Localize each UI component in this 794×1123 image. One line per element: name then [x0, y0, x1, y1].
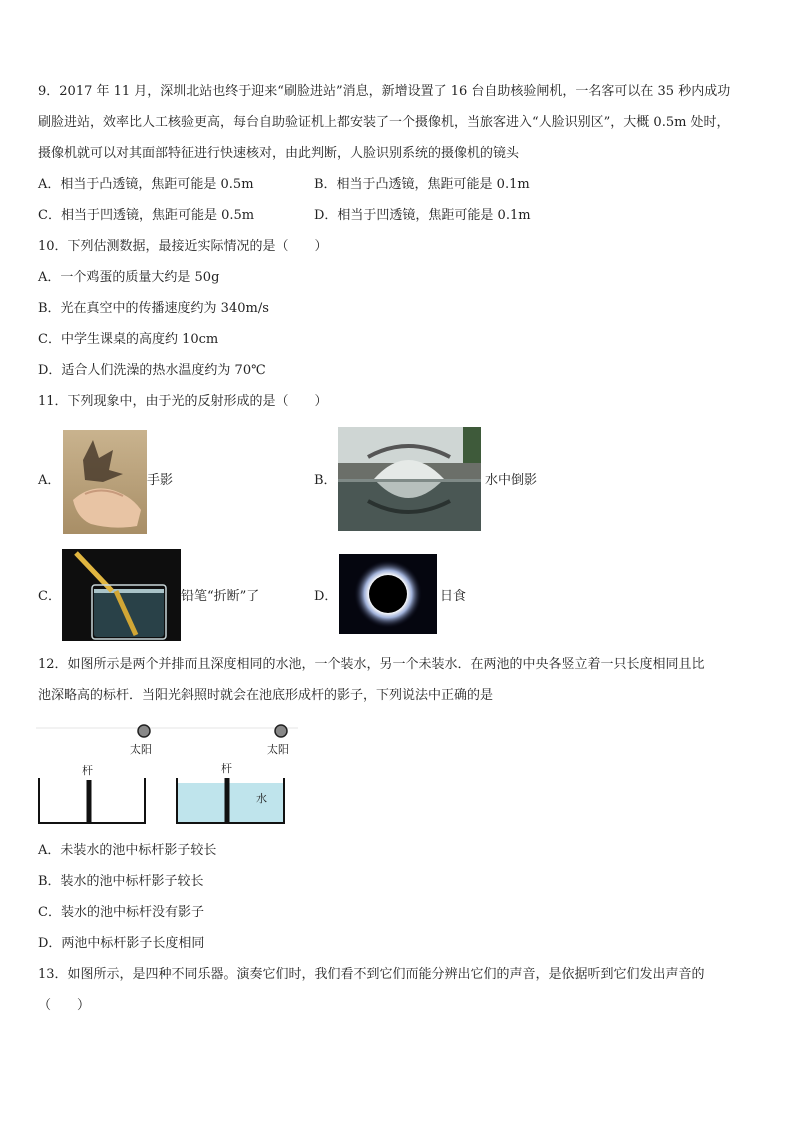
q11-option-a-letter[interactable]: A． — [38, 473, 61, 488]
q11-option-c-letter[interactable]: C． — [38, 589, 61, 604]
bridge-reflection-image — [338, 427, 481, 531]
q12-option-b[interactable]: B．装水的池中标杆影子较长 — [38, 874, 204, 889]
q12-option-d[interactable]: D．两池中标杆影子长度相同 — [38, 936, 205, 951]
label-sun-left: 太阳 — [130, 743, 152, 756]
q9-option-a[interactable]: A．相当于凸透镜，焦距可能是 0.5m — [38, 177, 254, 192]
q11-option-d-caption: 日食 — [440, 589, 467, 604]
q11-option-b-letter[interactable]: B． — [314, 473, 337, 488]
label-pole-right: 杆 — [221, 762, 232, 775]
q12-stem-line-1: 12．如图所示是两个并排而且深度相同的水池，一个装水，另一个未装水．在两池的中央各竖立着一只长度相同且比 — [38, 657, 705, 672]
q10-option-b[interactable]: B．光在真空中的传播速度约为 340m/s — [38, 301, 269, 316]
q9-option-c[interactable]: C．相当于凹透镜，焦距可能是 0.5m — [38, 208, 255, 223]
water-fill — [177, 783, 284, 823]
q12-option-c[interactable]: C．装水的池中标杆没有影子 — [38, 905, 204, 920]
q11-option-c-caption: 铅笔“折断”了 — [181, 589, 260, 604]
label-sun-right: 太阳 — [267, 743, 289, 756]
q9-stem-line-1: 9．2017 年 11 月，深圳北站也终于迎来“刷脸进站”消息，新增设置了 16 台自助核验闸机，一名客可以在 35 秒内成功 — [38, 84, 731, 99]
solar-eclipse-image — [339, 554, 437, 634]
left-pool — [39, 778, 145, 823]
q10-option-d[interactable]: D．适合人们洗澡的热水温度约为 70℃ — [38, 363, 266, 378]
q13-stem-line-1: 13．如图所示，是四种不同乐器。演奏它们时，我们看不到它们而能分辨出它们的声音，是依据听到它们发出声音的 — [38, 967, 705, 982]
hand-shadow-image — [63, 430, 147, 534]
q12-option-a[interactable]: A．未装水的池中标杆影子较长 — [38, 843, 217, 858]
pencil-in-water-image — [62, 549, 181, 641]
q13-stem-line-2: （ ） — [38, 998, 91, 1013]
q11-stem: 11．下列现象中，由于光的反射形成的是（ ） — [38, 394, 328, 409]
q9-option-b[interactable]: B．相当于凸透镜，焦距可能是 0.1m — [314, 177, 530, 192]
q9-stem-line-3: 摄像机就可以对其面部特征进行快速核对，由此判断，人脸识别系统的摄像机的镜头 — [38, 146, 520, 161]
q10-option-a[interactable]: A．一个鸡蛋的质量大约是 50g — [38, 270, 220, 285]
label-pole-left: 杆 — [82, 764, 93, 777]
q12-stem-line-2: 池深略高的标杆．当阳光斜照时就会在池底形成杆的影子，下列说法中正确的是 — [38, 688, 494, 703]
q11-option-b-caption: 水中倒影 — [485, 473, 538, 488]
pools-diagram — [36, 720, 298, 828]
q11-option-a-caption: 手影 — [147, 473, 174, 488]
q9-stem-line-2: 刷脸进站，效率比人工核验更高，每台自助验证机上都安装了一个摄像机，当旅客进入“人脸识别区”，大概 0.5m 处时， — [38, 115, 730, 130]
sun-right-icon — [275, 725, 287, 737]
q10-stem: 10．下列估测数据，最接近实际情况的是（ ） — [38, 239, 328, 254]
label-water: 水 — [256, 792, 267, 805]
q9-option-d[interactable]: D．相当于凹透镜，焦距可能是 0.1m — [314, 208, 531, 223]
sun-left-icon — [138, 725, 150, 737]
q11-option-d-letter[interactable]: D． — [314, 589, 338, 604]
q10-option-c[interactable]: C．中学生课桌的高度约 10cm — [38, 332, 219, 347]
